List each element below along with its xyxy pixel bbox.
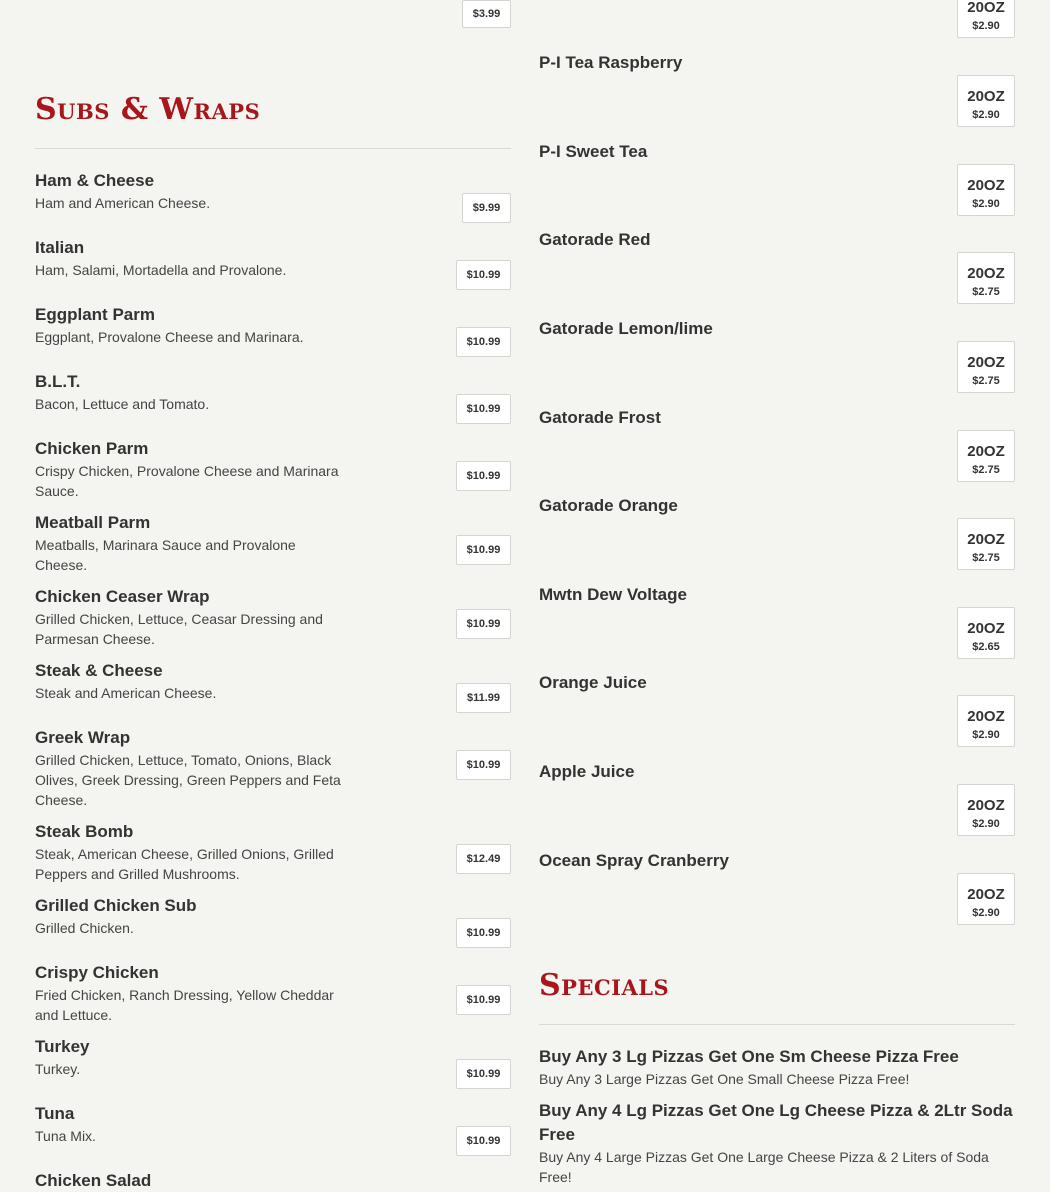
item-name: Steak Bomb [35, 822, 134, 841]
size-price-button[interactable] [957, 784, 1015, 836]
item-name: Chicken Ceaser Wrap [35, 587, 210, 606]
item-description: Grilled Chicken. [35, 920, 134, 936]
menu-item-greek-wrap[interactable] [35, 727, 511, 810]
size-price: $2.75 [972, 285, 1000, 298]
size-label: 20OZ [967, 619, 1005, 637]
menu-item-italian[interactable] [35, 237, 511, 280]
price-button[interactable]: $12.49 [456, 844, 511, 874]
size-price: $2.90 [972, 108, 1000, 121]
drink-item-apple-juice[interactable] [539, 761, 1015, 830]
item-name: Meatball Parm [35, 513, 151, 532]
price-button[interactable]: $10.99 [456, 535, 511, 565]
size-price-button[interactable] [957, 430, 1015, 482]
item-name: Tuna [35, 1104, 75, 1123]
size-price: $2.75 [972, 551, 1000, 564]
price-button[interactable]: $10.99 [456, 260, 511, 290]
menu-item-grilled-chicken-sub[interactable] [35, 895, 511, 938]
item-description: Eggplant, Provalone Cheese and Marinara. [35, 329, 304, 345]
size-label: 20OZ [967, 530, 1005, 548]
size-price: $2.75 [972, 374, 1000, 387]
item-name: Italian [35, 238, 85, 257]
item-description: Ham and American Cheese. [35, 195, 211, 211]
size-price: $2.90 [972, 728, 1000, 741]
size-price-button[interactable] [957, 518, 1015, 570]
price-button[interactable]: $11.99 [456, 683, 511, 713]
size-price: $2.90 [972, 197, 1000, 210]
drink-item-gatorade-orange[interactable] [539, 495, 1015, 564]
item-name: Chicken Parm [35, 439, 149, 458]
size-price-button[interactable] [957, 164, 1015, 216]
drink-item-gatorade-red[interactable] [539, 229, 1015, 298]
drink-item-orange-juice[interactable] [539, 672, 1015, 741]
section-divider [35, 148, 511, 149]
section-title-specials: Specials [539, 968, 670, 1003]
item-description: Grilled Chicken, Lettuce, Ceasar Dressing and Parmesan Cheese. [35, 611, 323, 647]
size-price: $2.65 [972, 640, 1000, 653]
drink-item-ocean-spray-cranberry[interactable] [539, 850, 1015, 919]
item-name: Turkey [35, 1037, 90, 1056]
menu-item-steak-cheese[interactable] [35, 660, 511, 703]
menu-item-chicken-salad[interactable] [35, 1170, 511, 1192]
special-name: Buy Any 3 Lg Pizzas Get One Sm Cheese Pizza Free [539, 1047, 959, 1066]
size-price: $2.75 [972, 463, 1000, 476]
item-name: Steak & Cheese [35, 661, 163, 680]
item-description: Steak, American Cheese, Grilled Onions, Grilled Peppers and Grilled Mushrooms. [35, 846, 334, 882]
menu-item-ham-cheese[interactable] [35, 170, 511, 213]
item-description: Tuna Mix. [35, 1128, 96, 1144]
size-label: 20OZ [967, 796, 1005, 814]
size-price-button[interactable] [957, 873, 1015, 925]
item-description: Turkey. [35, 1061, 81, 1077]
item-description: Fried Chicken, Ranch Dressing, Yellow Cheddar and Lettuce. [35, 987, 334, 1023]
item-description: Ham, Salami, Mortadella and Provalone. [35, 262, 287, 278]
drink-item-mtn-dew-voltage[interactable] [539, 584, 1015, 653]
drink-name: Orange Juice [539, 673, 647, 692]
item-description: Bacon, Lettuce and Tomato. [35, 396, 210, 412]
menu-item-meatball-parm[interactable] [35, 512, 511, 575]
size-label: 20OZ [967, 0, 1005, 16]
special-item-3-lg-pizzas[interactable] [539, 1045, 1015, 1089]
special-item-4-lg-pizzas[interactable] [539, 1099, 1015, 1187]
drink-name: Gatorade Lemon/lime [539, 319, 713, 338]
size-label: 20OZ [967, 87, 1005, 105]
item-description: Steak and American Cheese. [35, 685, 217, 701]
menu-item-chicken-ceaser-wrap[interactable] [35, 586, 511, 649]
item-name: Chicken Salad [35, 1171, 152, 1190]
menu-item-steak-bomb[interactable] [35, 821, 511, 884]
size-label: 20OZ [967, 353, 1005, 371]
item-name: Crispy Chicken [35, 963, 159, 982]
price-button[interactable]: $10.99 [456, 985, 511, 1015]
drink-name: Gatorade Frost [539, 408, 661, 427]
size-price-button-previous-drink[interactable] [957, 0, 1015, 38]
item-description: Meatballs, Marinara Sauce and Provalone Cheese. [35, 537, 296, 573]
item-description: Crispy Chicken, Provalone Cheese and Marinara Sauce. [35, 463, 339, 499]
size-label: 20OZ [967, 707, 1005, 725]
menu-item-blt[interactable] [35, 371, 511, 414]
price-button[interactable]: $9.99 [462, 193, 511, 223]
menu-item-eggplant-parm[interactable] [35, 304, 511, 347]
size-label: 20OZ [967, 176, 1005, 194]
menu-item-tuna[interactable] [35, 1103, 511, 1146]
menu-item-chicken-parm[interactable] [35, 438, 511, 501]
drink-item-gatorade-frost[interactable] [539, 407, 1015, 476]
size-label: 20OZ [967, 885, 1005, 903]
size-label: 20OZ [967, 264, 1005, 282]
drink-name: P-I Tea Raspberry [539, 53, 683, 72]
special-name: Buy Any 4 Lg Pizzas Get One Lg Cheese Pizza & 2Ltr Soda Free [539, 1101, 1013, 1144]
section-title-subs-wraps: Subs & Wraps [35, 92, 261, 127]
size-price-button[interactable] [957, 75, 1015, 127]
price-button[interactable]: $10.99 [456, 394, 511, 424]
price-button[interactable]: $10.99 [456, 750, 511, 780]
price-button[interactable]: $10.99 [456, 1126, 511, 1156]
menu-item-turkey[interactable] [35, 1036, 511, 1079]
size-price-button[interactable] [957, 252, 1015, 304]
price-button[interactable]: $10.99 [456, 327, 511, 357]
size-label: 20OZ [967, 442, 1005, 460]
size-price: $2.90 [972, 906, 1000, 919]
item-description: Grilled Chicken, Lettuce, Tomato, Onions, Black Olives, Greek Dressing, Green Peppers and Feta Cheese. [35, 752, 341, 808]
item-name: Eggplant Parm [35, 305, 155, 324]
drink-name: Gatorade Orange [539, 496, 678, 515]
size-price-button[interactable] [957, 607, 1015, 659]
menu-item-crispy-chicken[interactable] [35, 962, 511, 1025]
price-button[interactable]: $10.99 [456, 918, 511, 948]
drink-item-pi-tea-raspberry[interactable] [539, 52, 1015, 121]
drink-name: Ocean Spray Cranberry [539, 851, 729, 870]
special-description: Buy Any 4 Large Pizzas Get One Large Cheese Pizza & 2 Liters of Soda Free! [539, 1149, 989, 1185]
drink-item-pi-sweet-tea[interactable] [539, 141, 1015, 210]
price-button[interactable]: $10.99 [456, 1059, 511, 1089]
price-button-previous-item[interactable]: $3.99 [462, 0, 511, 28]
size-price: $2.90 [972, 19, 1000, 32]
drink-name: Gatorade Red [539, 230, 651, 249]
size-price: $2.90 [972, 817, 1000, 830]
drink-name: Apple Juice [539, 762, 635, 781]
item-name: Ham & Cheese [35, 171, 155, 190]
section-divider [539, 1024, 1015, 1025]
item-name: Greek Wrap [35, 728, 131, 747]
drink-item-gatorade-lemon-lime[interactable] [539, 318, 1015, 387]
price-button[interactable]: $10.99 [456, 609, 511, 639]
drink-name: Mwtn Dew Voltage [539, 585, 687, 604]
item-name: Grilled Chicken Sub [35, 896, 197, 915]
item-name: B.L.T. [35, 372, 81, 391]
special-description: Buy Any 3 Large Pizzas Get One Small Cheese Pizza Free! [539, 1071, 910, 1087]
size-price-button[interactable] [957, 341, 1015, 393]
size-price-button[interactable] [957, 695, 1015, 747]
price-button[interactable]: $10.99 [456, 461, 511, 491]
drink-name: P-I Sweet Tea [539, 142, 648, 161]
